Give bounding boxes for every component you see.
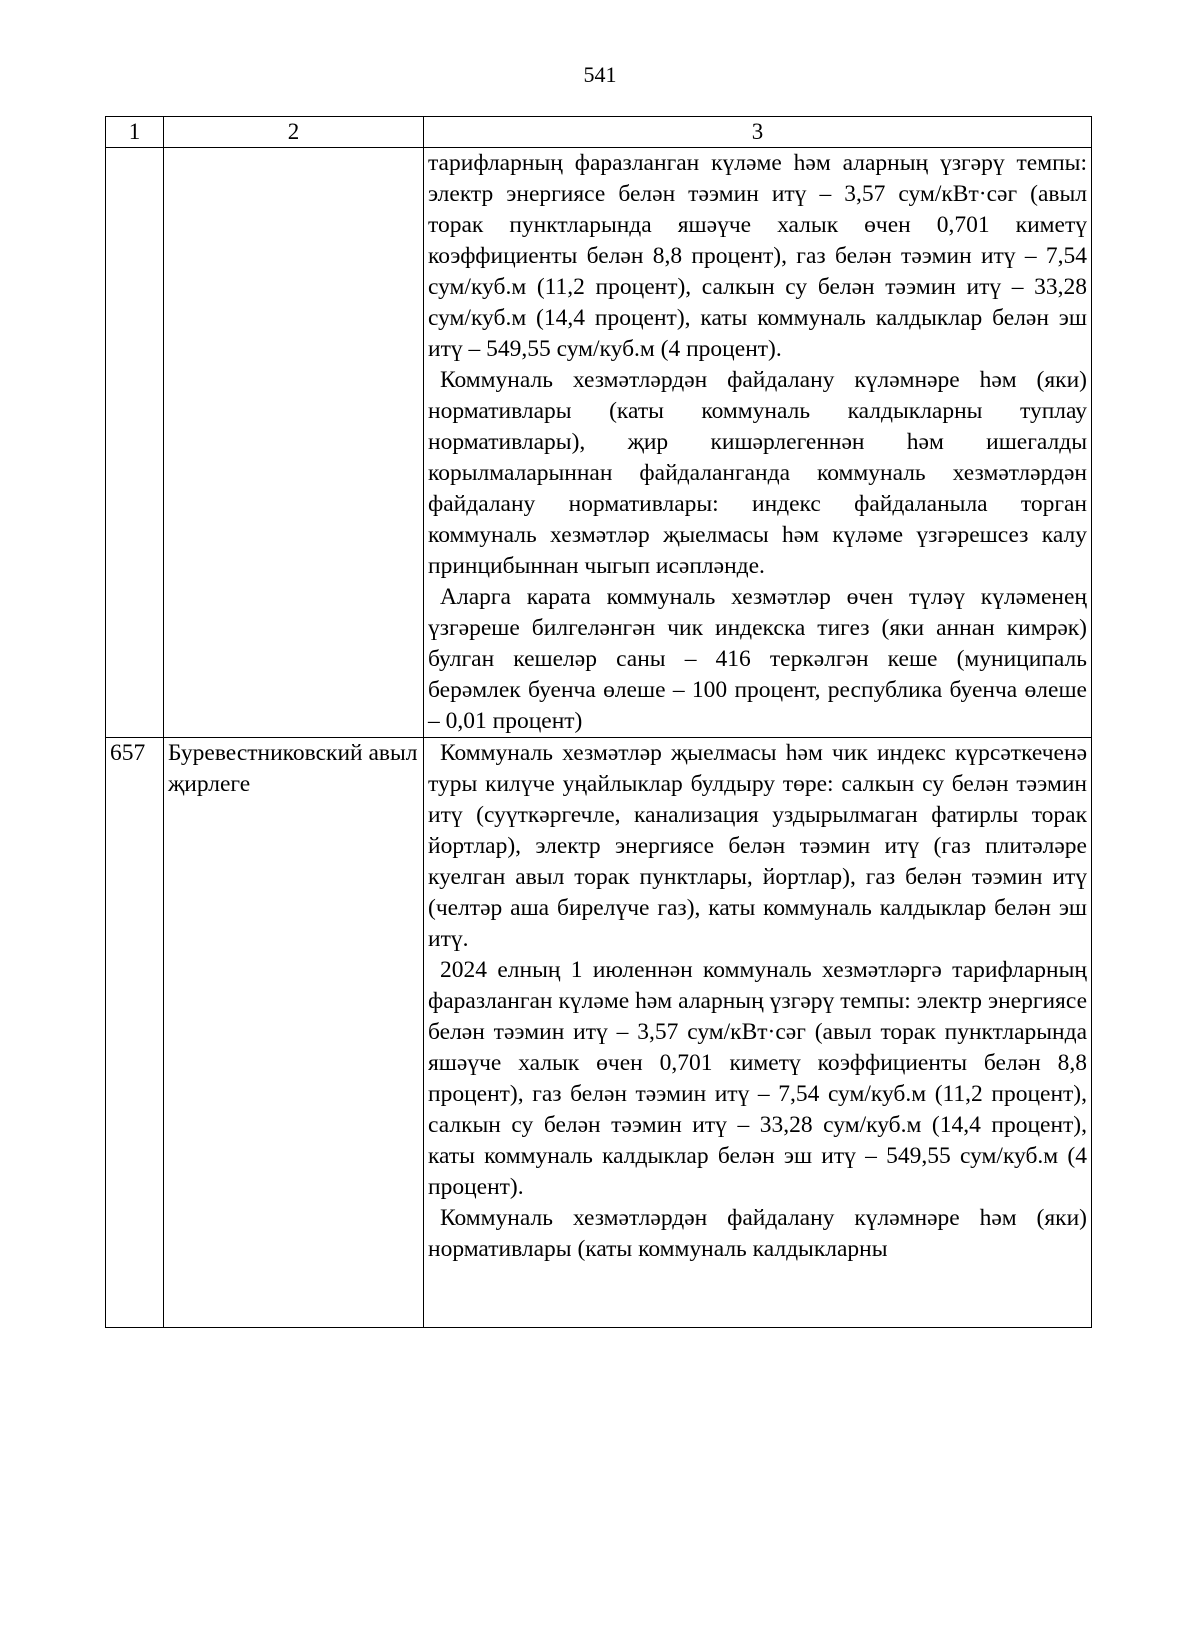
row-number-cell (106, 148, 164, 738)
paragraph: Коммуналь хезмәтләрдән файдалану күләмнәре һәм (яки) нормативлары (каты коммуналь калдыкларны (428, 1205, 1087, 1262)
table-header-row (106, 117, 1092, 148)
column-header-3: 3 (424, 117, 1092, 148)
description-cell (424, 738, 1092, 1328)
column-header-2: 2 (164, 117, 424, 148)
paragraph: Коммуналь хезмәтләр җыелмасы һәм чик индекс күрсәткеченә туры килүче уңайлыклар булдыру төре: салкын су белән тәэмин итү (суүткәргечле, канализация уздырылмаган фатирлы торак йортлар), электр энергиясе белән тәэмин итү (газ плитәләре куелган авыл торак пунктлары, йортлар), газ белән тәэмин итү (челтәр аша бирелүче газ), каты коммуналь калдыклар белән эш итү. (428, 740, 1087, 952)
column-header-1: 1 (106, 117, 164, 148)
page-number: 541 (583, 62, 617, 87)
row-number-cell: 657 (106, 738, 164, 1328)
paragraph: Коммуналь хезмәтләрдән файдалану күләмнәре һәм (яки) нормативлары (каты коммуналь калдыкларны туплау нормативлары), җир кишәрлегеннән һәм ишегалды корылмаларыннан файдаланганда коммуналь хезмәтләрдән файдалану нормативлары: индекс файдаланыла торган коммуналь хезмәтләр җыелмасы һәм күләме үзгәрешсез калу принцибыннан чыгып исәпләнде. (428, 367, 1087, 579)
table-row (106, 148, 1092, 738)
settlement-name-cell (164, 148, 424, 738)
settlement-name-cell: Буревестниковский авыл җирлеге (164, 738, 424, 1328)
paragraph: тарифларның фаразланган күләме һәм аларның үзгәрү темпы: электр энергиясе белән тәэмин итү – 3,57 сум/кВт·сәг (авыл торак пунктларында яшәүче халык өчен 0,701 киметү коэффициенты белән 8,8 процент), газ белән тәэмин итү – 7,54 сум/куб.м (11,2 процент), салкын су белән тәэмин итү – 33,28 сум/куб.м (14,4 процент), каты коммуналь калдыклар белән эш итү – 549,55 сум/куб.м (4 процент). (428, 150, 1087, 362)
description-cell (424, 148, 1092, 738)
paragraph: 2024 елның 1 июленнән коммуналь хезмәтләргә тарифларның фаразланган күләме һәм аларның үзгәрү темпы: электр энергиясе белән тәэмин итү – 3,57 сум/кВт·сәг (авыл торак пунктларында яшәүче халык өчен 0,701 киметү коэффициенты белән 8,8 процент), газ белән тәэмин итү – 7,54 сум/куб.м (11,2 процент), салкын су белән тәэмин итү – 33,28 сум/куб.м (14,4 процент), каты коммуналь калдыклар белән эш итү – 549,55 сум/куб.м (4 процент). (428, 957, 1087, 1200)
table-row (106, 738, 1092, 1328)
description-content (428, 738, 1087, 1327)
document-table (105, 116, 1092, 1328)
paragraph: Аларга карата коммуналь хезмәтләр өчен түләү күләменең үзгәреше билгеләнгән чик индекска тигез (яки аннан кимрәк) булган кешеләр саны – 416 теркәлгән кеше (муниципаль берәмлек буенча өлеше – 100 процент, республика буенча өлеше – 0,01 процент) (428, 584, 1087, 734)
